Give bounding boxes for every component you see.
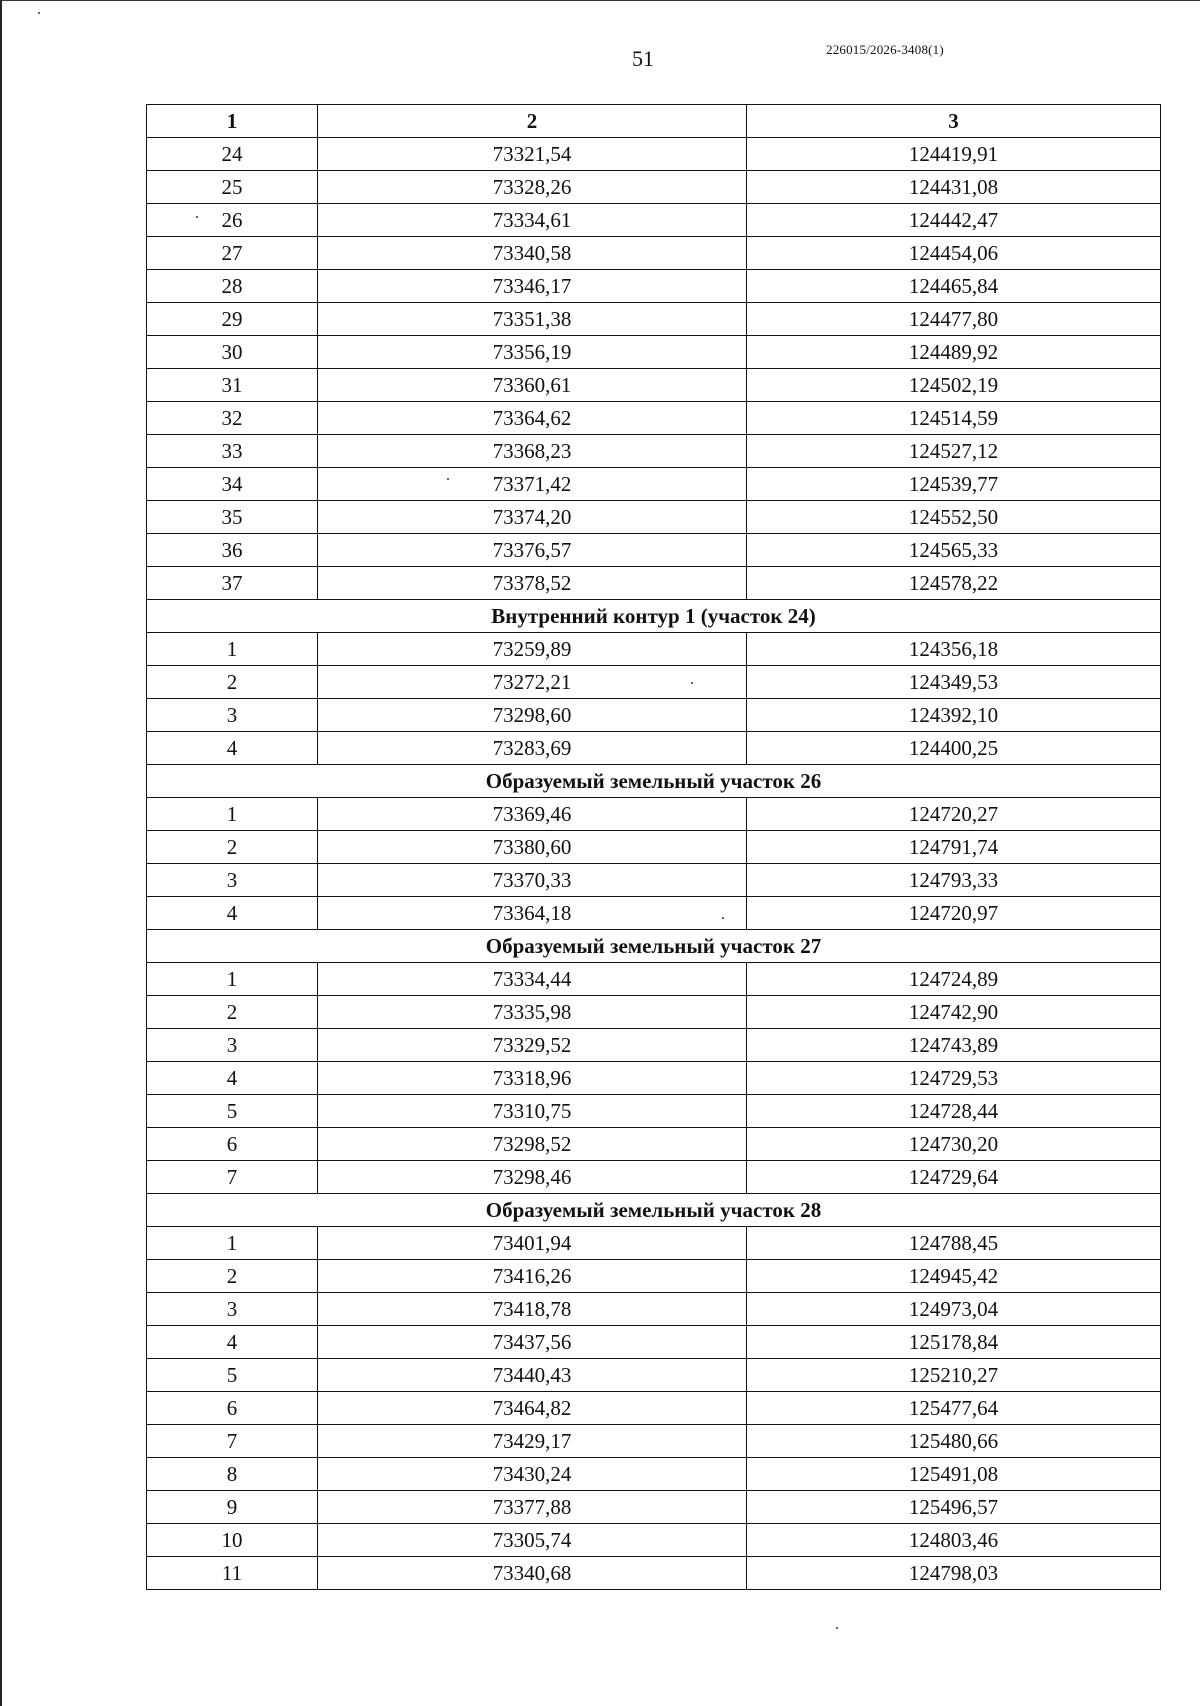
x-coordinate-cell: 73321,54 [318,138,747,171]
x-coordinate-cell: 73340,68 [318,1557,747,1590]
point-number-cell: 5 [147,1095,318,1128]
table-row [147,1359,1161,1392]
y-coordinate-cell: 124552,50 [747,501,1161,534]
table-row [147,1425,1161,1458]
y-coordinate-cell: 124803,46 [747,1524,1161,1557]
y-coordinate-cell: 124400,25 [747,732,1161,765]
x-coordinate-cell: 73464,82 [318,1392,747,1425]
x-coordinate-cell: 73364,18 [318,897,747,930]
y-coordinate-cell: 124392,10 [747,699,1161,732]
x-coordinate-cell: 73298,60 [318,699,747,732]
point-number-cell: 2 [147,1260,318,1293]
point-number-cell: 11 [147,1557,318,1590]
x-coordinate-cell: 73416,26 [318,1260,747,1293]
y-coordinate-cell: 124465,84 [747,270,1161,303]
x-coordinate-cell: 73335,98 [318,996,747,1029]
y-coordinate-cell: 124514,59 [747,402,1161,435]
table-row [147,1062,1161,1095]
section-title: Образуемый земельный участок 26 [147,765,1161,798]
table-row [147,468,1161,501]
x-coordinate-cell: 73351,38 [318,303,747,336]
point-number-cell: 34 [147,468,318,501]
x-coordinate-cell: 73334,61 [318,204,747,237]
table-row [147,864,1161,897]
table-row [147,1095,1161,1128]
scan-speck [38,12,40,14]
x-coordinate-cell: 73440,43 [318,1359,747,1392]
y-coordinate-cell: 124454,06 [747,237,1161,270]
table-row [147,1326,1161,1359]
y-coordinate-cell: 124729,64 [747,1161,1161,1194]
x-coordinate-cell: 73360,61 [318,369,747,402]
point-number-cell: 26 [147,204,318,237]
y-coordinate-cell: 124743,89 [747,1029,1161,1062]
point-number-cell: 2 [147,996,318,1029]
table-row [147,1029,1161,1062]
point-number-cell: 33 [147,435,318,468]
point-number-cell: 27 [147,237,318,270]
table-row [147,897,1161,930]
table-row [147,435,1161,468]
table-row [147,1524,1161,1557]
y-coordinate-cell: 124742,90 [747,996,1161,1029]
y-coordinate-cell: 124973,04 [747,1293,1161,1326]
x-coordinate-cell: 73378,52 [318,567,747,600]
document-id: 226015/2026-3408(1) [826,42,944,57]
point-number-cell: 1 [147,798,318,831]
table-row [147,666,1161,699]
table-body [147,138,1161,1590]
point-number-cell: 8 [147,1458,318,1491]
point-number-cell: 1 [147,963,318,996]
column-header-2: 2 [318,105,747,138]
x-coordinate-cell: 73318,96 [318,1062,747,1095]
table-row [147,138,1161,171]
table-row [147,1557,1161,1590]
x-coordinate-cell: 73272,21 [318,666,747,699]
x-coordinate-cell: 73356,19 [318,336,747,369]
table-row [147,1260,1161,1293]
point-number-cell: 7 [147,1161,318,1194]
point-number-cell: 4 [147,1326,318,1359]
y-coordinate-cell: 125480,66 [747,1425,1161,1458]
point-number-cell: 10 [147,1524,318,1557]
point-number-cell: 30 [147,336,318,369]
point-number-cell: 9 [147,1491,318,1524]
y-coordinate-cell: 124724,89 [747,963,1161,996]
section-title-row [147,930,1161,963]
y-coordinate-cell: 124442,47 [747,204,1161,237]
y-coordinate-cell: 125178,84 [747,1326,1161,1359]
x-coordinate-cell: 73346,17 [318,270,747,303]
table-row [147,996,1161,1029]
x-coordinate-cell: 73376,57 [318,534,747,567]
table-row [147,336,1161,369]
x-coordinate-cell: 73418,78 [318,1293,747,1326]
scan-speck [836,1627,838,1629]
table-row [147,369,1161,402]
x-coordinate-cell: 73310,75 [318,1095,747,1128]
y-coordinate-cell: 125210,27 [747,1359,1161,1392]
y-coordinate-cell: 124349,53 [747,666,1161,699]
section-title: Внутренний контур 1 (участок 24) [147,600,1161,633]
scan-speck [447,478,449,480]
y-coordinate-cell: 124945,42 [747,1260,1161,1293]
y-coordinate-cell: 124477,80 [747,303,1161,336]
table-header [147,105,1161,138]
table-row [147,204,1161,237]
table-row [147,171,1161,204]
x-coordinate-cell: 73298,52 [318,1128,747,1161]
scan-speck [196,216,198,218]
table-row [147,633,1161,666]
point-number-cell: 2 [147,666,318,699]
section-title-row [147,1194,1161,1227]
x-coordinate-cell: 73334,44 [318,963,747,996]
coordinates-table [146,104,1161,1590]
x-coordinate-cell: 73340,58 [318,237,747,270]
point-number-cell: 25 [147,171,318,204]
x-coordinate-cell: 73368,23 [318,435,747,468]
point-number-cell: 4 [147,732,318,765]
point-number-cell: 28 [147,270,318,303]
y-coordinate-cell: 124791,74 [747,831,1161,864]
y-coordinate-cell: 124720,27 [747,798,1161,831]
y-coordinate-cell: 124431,08 [747,171,1161,204]
point-number-cell: 5 [147,1359,318,1392]
point-number-cell: 6 [147,1392,318,1425]
x-coordinate-cell: 73259,89 [318,633,747,666]
scan-top-edge [0,0,1200,1]
point-number-cell: 24 [147,138,318,171]
x-coordinate-cell: 73374,20 [318,501,747,534]
y-coordinate-cell: 124578,22 [747,567,1161,600]
table-row [147,798,1161,831]
x-coordinate-cell: 73429,17 [318,1425,747,1458]
table-row [147,1161,1161,1194]
column-header-3: 3 [747,105,1161,138]
x-coordinate-cell: 73401,94 [318,1227,747,1260]
table-row [147,699,1161,732]
y-coordinate-cell: 124539,77 [747,468,1161,501]
table-row [147,402,1161,435]
x-coordinate-cell: 73371,42 [318,468,747,501]
point-number-cell: 3 [147,1029,318,1062]
scan-speck [722,917,724,919]
x-coordinate-cell: 73380,60 [318,831,747,864]
y-coordinate-cell: 124565,33 [747,534,1161,567]
x-coordinate-cell: 73283,69 [318,732,747,765]
x-coordinate-cell: 73305,74 [318,1524,747,1557]
point-number-cell: 36 [147,534,318,567]
x-coordinate-cell: 73377,88 [318,1491,747,1524]
section-title-row [147,600,1161,633]
point-number-cell: 1 [147,633,318,666]
table-row [147,963,1161,996]
x-coordinate-cell: 73364,62 [318,402,747,435]
table-row [147,1128,1161,1161]
point-number-cell: 31 [147,369,318,402]
x-coordinate-cell: 73430,24 [318,1458,747,1491]
y-coordinate-cell: 124788,45 [747,1227,1161,1260]
x-coordinate-cell: 73298,46 [318,1161,747,1194]
point-number-cell: 2 [147,831,318,864]
y-coordinate-cell: 124729,53 [747,1062,1161,1095]
table-row [147,732,1161,765]
y-coordinate-cell: 124798,03 [747,1557,1161,1590]
y-coordinate-cell: 124356,18 [747,633,1161,666]
table-row [147,1293,1161,1326]
table-row [147,303,1161,336]
section-title: Образуемый земельный участок 28 [147,1194,1161,1227]
table-row [147,534,1161,567]
section-title-row [147,765,1161,798]
table-row [147,1227,1161,1260]
y-coordinate-cell: 125477,64 [747,1392,1161,1425]
table-row [147,270,1161,303]
y-coordinate-cell: 125496,57 [747,1491,1161,1524]
table-row [147,1491,1161,1524]
y-coordinate-cell: 124489,92 [747,336,1161,369]
scan-speck [691,682,693,684]
point-number-cell: 3 [147,864,318,897]
y-coordinate-cell: 124730,20 [747,1128,1161,1161]
table-row [147,1392,1161,1425]
x-coordinate-cell: 73370,33 [318,864,747,897]
table-row [147,1458,1161,1491]
x-coordinate-cell: 73328,26 [318,171,747,204]
table-row [147,831,1161,864]
header-row [147,105,1161,138]
y-coordinate-cell: 124728,44 [747,1095,1161,1128]
point-number-cell: 37 [147,567,318,600]
table-row [147,501,1161,534]
table-row [147,567,1161,600]
point-number-cell: 32 [147,402,318,435]
point-number-cell: 4 [147,1062,318,1095]
point-number-cell: 3 [147,699,318,732]
section-title: Образуемый земельный участок 27 [147,930,1161,963]
y-coordinate-cell: 124720,97 [747,897,1161,930]
point-number-cell: 1 [147,1227,318,1260]
y-coordinate-cell: 124527,12 [747,435,1161,468]
x-coordinate-cell: 73329,52 [318,1029,747,1062]
y-coordinate-cell: 124502,19 [747,369,1161,402]
table-row [147,237,1161,270]
x-coordinate-cell: 73437,56 [318,1326,747,1359]
x-coordinate-cell: 73369,46 [318,798,747,831]
y-coordinate-cell: 125491,08 [747,1458,1161,1491]
point-number-cell: 6 [147,1128,318,1161]
point-number-cell: 29 [147,303,318,336]
page-number: 51 [632,46,654,71]
column-header-1: 1 [147,105,318,138]
point-number-cell: 4 [147,897,318,930]
y-coordinate-cell: 124419,91 [747,138,1161,171]
y-coordinate-cell: 124793,33 [747,864,1161,897]
point-number-cell: 3 [147,1293,318,1326]
scan-left-edge [0,0,2,1706]
point-number-cell: 35 [147,501,318,534]
point-number-cell: 7 [147,1425,318,1458]
